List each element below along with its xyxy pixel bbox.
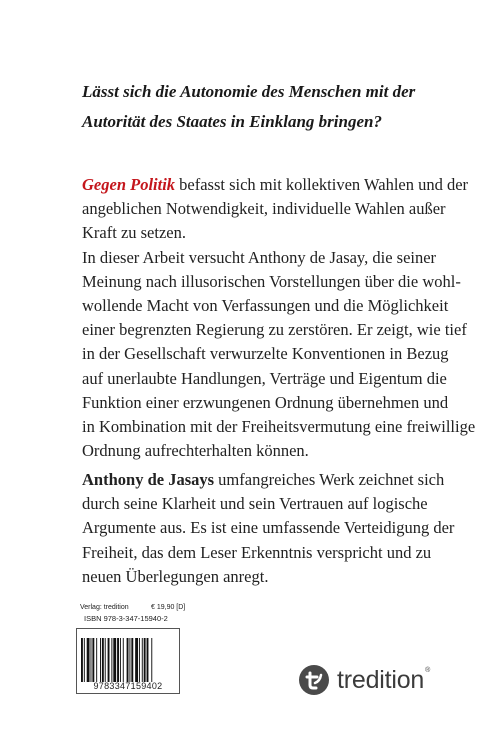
barcode-bar (151, 638, 152, 682)
registered-mark: ® (425, 667, 431, 674)
blurb-paragraph-2 (82, 468, 462, 589)
paragraph-1-line: Ordnung aufrechterhalten können. (82, 441, 309, 461)
price-label: € 19,90 [D] (151, 604, 186, 611)
paragraph-1-line: wollende Macht von Verfassungen und die Möglichkeit (82, 296, 449, 316)
paragraph-2-line: neuen Überlegungen anregt. (82, 566, 269, 586)
publisher-label: Verlag: tredition (80, 604, 129, 611)
barcode-bar (127, 638, 129, 682)
paragraph-1-line: einer begrenzten Regierung zu zerstören. Er zeigt, wie tief (82, 320, 467, 340)
paragraph-1-line: Meinung nach illusorischen Vorstellungen über die wohl- (82, 271, 461, 291)
barcode-bar (84, 638, 85, 682)
barcode-bar (142, 638, 143, 682)
barcode-bar (105, 638, 106, 682)
paragraph-2-line: Argumente aus. Es ist eine umfassende Verteidigung der (82, 518, 455, 538)
barcode-bar (81, 638, 83, 682)
barcode-bar (113, 638, 116, 682)
question-line-2: Autorität des Staates in Einklang bringen? (82, 112, 382, 131)
barcode-bar (96, 638, 97, 682)
paragraph-2-line-1-rest: umfangreiches Werk zeichnet sich (214, 470, 445, 489)
barcode-bar (131, 638, 133, 682)
paragraph-2-line: Freiheit, das dem Leser Erkenntnis verspricht und zu (82, 542, 432, 562)
paragraph-1-line: Kraft zu setzen. (82, 223, 186, 243)
paragraph-1-line: in Kombination mit der Freiheitsvermutung eine freiwillige (82, 417, 476, 437)
paragraph-1-line: In dieser Arbeit versucht Anthony de Jasay, die seiner (82, 247, 437, 267)
tredition-logo-icon (299, 665, 329, 695)
blurb-paragraph-1 (82, 173, 476, 463)
back-cover-question (82, 77, 452, 137)
barcode-bar (120, 638, 121, 682)
logo-wordmark: tredition (337, 665, 425, 694)
paragraph-2-line: durch seine Klarheit und sein Vertrauen auf logische (82, 494, 428, 514)
barcode-bar (102, 638, 104, 682)
barcode-bar (129, 638, 130, 682)
question-line-1: Lässt sich die Autonomie des Menschen mit der (82, 82, 416, 101)
barcode-bars (81, 638, 175, 682)
paragraph-2-first-line (82, 468, 462, 492)
publisher-logo (299, 663, 430, 697)
barcode-bar (147, 638, 149, 682)
paragraph-1-line-1-rest: befasst sich mit kollektiven Wahlen und der (175, 175, 469, 194)
barcode-bar (92, 638, 94, 682)
paragraph-1-line: angeblichen Notwendigkeit, individuelle Wahlen außer (82, 199, 446, 219)
paragraph-1-line: auf unerlaubte Handlungen, Verträge und Eigentum die (82, 368, 447, 388)
barcode-bar (91, 638, 92, 682)
isbn-label: ISBN 978-3-347-15940-2 (84, 614, 168, 623)
paragraph-1-first-line (82, 173, 469, 197)
barcode-bar (108, 638, 110, 682)
barcode-bar (111, 638, 112, 682)
barcode-bar (87, 638, 90, 682)
author-name: Anthony de Jasays (82, 470, 215, 489)
paragraph-1-line: in der Gesellschaft verwurzelte Konventionen in Bezug (82, 344, 449, 364)
barcode-bar (123, 638, 124, 682)
barcode-bar (144, 638, 146, 682)
barcode-bar (135, 638, 138, 682)
barcode (76, 628, 180, 694)
barcode-bar (139, 638, 140, 682)
barcode-number: 9783347159402 (93, 681, 163, 691)
barcode-bar (117, 638, 119, 682)
barcode-bar (100, 638, 101, 682)
paragraph-1-line: Funktion einer erzwungenen Ordnung übernehmen und (82, 392, 449, 412)
book-title: Gegen Politik (82, 175, 176, 194)
